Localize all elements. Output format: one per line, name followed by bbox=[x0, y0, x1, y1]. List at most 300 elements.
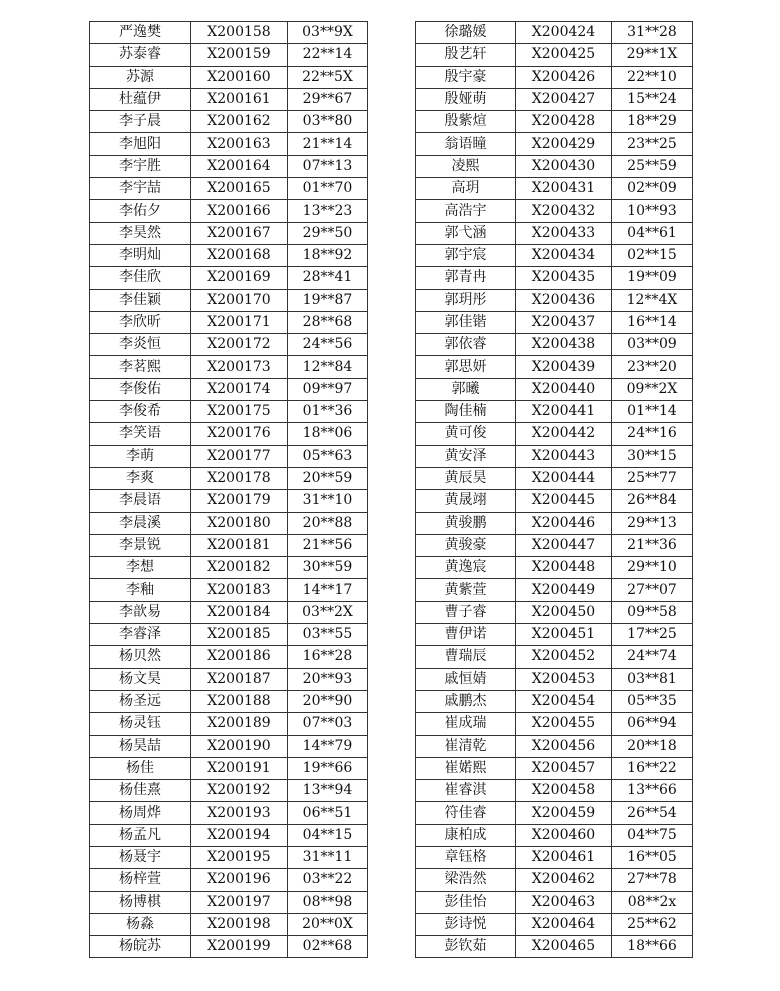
masked-code-cell: 06**94 bbox=[612, 713, 693, 735]
student-id-cell: X200169 bbox=[191, 267, 288, 289]
masked-code-cell: 08**2x bbox=[612, 891, 693, 913]
masked-code-cell: 12**4X bbox=[612, 289, 693, 311]
student-id-cell: X200162 bbox=[191, 111, 288, 133]
masked-code-cell: 23**20 bbox=[612, 356, 693, 378]
table-row bbox=[90, 178, 368, 200]
student-id-cell: X200464 bbox=[516, 913, 612, 935]
masked-code-cell: 03**81 bbox=[612, 668, 693, 690]
table-row bbox=[90, 267, 368, 289]
masked-code-cell: 10**93 bbox=[612, 200, 693, 222]
student-id-cell: X200443 bbox=[516, 445, 612, 467]
table-row bbox=[90, 668, 368, 690]
student-name-cell: 黄骏鹏 bbox=[416, 512, 516, 534]
table-row bbox=[416, 557, 693, 579]
student-name-cell: 李炎恒 bbox=[90, 334, 191, 356]
table-row bbox=[90, 66, 368, 88]
student-name-cell: 李昊然 bbox=[90, 222, 191, 244]
student-name-cell: 符佳睿 bbox=[416, 802, 516, 824]
table-row bbox=[416, 66, 693, 88]
masked-code-cell: 23**25 bbox=[612, 133, 693, 155]
table-row bbox=[416, 334, 693, 356]
masked-code-cell: 24**74 bbox=[612, 646, 693, 668]
table-row bbox=[416, 668, 693, 690]
table-row bbox=[90, 690, 368, 712]
student-name-cell: 杨佳 bbox=[90, 757, 191, 779]
student-id-cell: X200176 bbox=[191, 423, 288, 445]
student-name-cell: 郭佳锴 bbox=[416, 311, 516, 333]
student-name-cell: 高浩宇 bbox=[416, 200, 516, 222]
table-row bbox=[90, 913, 368, 935]
table-row bbox=[90, 311, 368, 333]
masked-code-cell: 25**77 bbox=[612, 467, 693, 489]
student-id-cell: X200445 bbox=[516, 490, 612, 512]
masked-code-cell: 29**13 bbox=[612, 512, 693, 534]
table-row bbox=[90, 334, 368, 356]
student-id-cell: X200449 bbox=[516, 579, 612, 601]
student-name-cell: 崔睿淇 bbox=[416, 780, 516, 802]
table-row bbox=[90, 824, 368, 846]
table-row bbox=[90, 713, 368, 735]
table-row bbox=[416, 646, 693, 668]
student-id-cell: X200197 bbox=[191, 891, 288, 913]
table-row bbox=[416, 311, 693, 333]
masked-code-cell: 21**14 bbox=[288, 133, 368, 155]
student-name-cell: 杨周烨 bbox=[90, 802, 191, 824]
masked-code-cell: 29**1X bbox=[612, 44, 693, 66]
table-row bbox=[90, 289, 368, 311]
masked-code-cell: 05**63 bbox=[288, 445, 368, 467]
masked-code-cell: 24**56 bbox=[288, 334, 368, 356]
student-name-cell: 杨圣远 bbox=[90, 690, 191, 712]
student-name-cell: 曹瑞辰 bbox=[416, 646, 516, 668]
table-row bbox=[90, 88, 368, 110]
table-row bbox=[90, 624, 368, 646]
table-row bbox=[90, 244, 368, 266]
masked-code-cell: 09**2X bbox=[612, 378, 693, 400]
student-id-cell: X200432 bbox=[516, 200, 612, 222]
student-id-cell: X200446 bbox=[516, 512, 612, 534]
table-row bbox=[90, 222, 368, 244]
student-name-cell: 戚鹏杰 bbox=[416, 690, 516, 712]
student-id-cell: X200158 bbox=[191, 22, 288, 44]
student-name-cell: 李萌 bbox=[90, 445, 191, 467]
student-name-cell: 殷紫煊 bbox=[416, 111, 516, 133]
student-name-cell: 郭曦 bbox=[416, 378, 516, 400]
student-id-cell: X200183 bbox=[191, 579, 288, 601]
student-name-cell: 郭思妍 bbox=[416, 356, 516, 378]
table-row bbox=[90, 869, 368, 891]
masked-code-cell: 04**15 bbox=[288, 824, 368, 846]
table-row bbox=[90, 534, 368, 556]
student-id-cell: X200190 bbox=[191, 735, 288, 757]
student-name-cell: 杨文昊 bbox=[90, 668, 191, 690]
masked-code-cell: 18**29 bbox=[612, 111, 693, 133]
student-id-cell: X200166 bbox=[191, 200, 288, 222]
student-id-cell: X200433 bbox=[516, 222, 612, 244]
masked-code-cell: 16**14 bbox=[612, 311, 693, 333]
student-id-cell: X200438 bbox=[516, 334, 612, 356]
student-name-cell: 高玥 bbox=[416, 178, 516, 200]
student-name-cell: 李俊佑 bbox=[90, 378, 191, 400]
masked-code-cell: 17**25 bbox=[612, 624, 693, 646]
student-name-cell: 戚恒婧 bbox=[416, 668, 516, 690]
student-name-cell: 李歆易 bbox=[90, 601, 191, 623]
masked-code-cell: 03**80 bbox=[288, 111, 368, 133]
student-name-cell: 殷娅萌 bbox=[416, 88, 516, 110]
masked-code-cell: 29**50 bbox=[288, 222, 368, 244]
student-name-cell: 李旭阳 bbox=[90, 133, 191, 155]
student-id-cell: X200191 bbox=[191, 757, 288, 779]
table-row bbox=[90, 780, 368, 802]
masked-code-cell: 24**16 bbox=[612, 423, 693, 445]
table-row bbox=[416, 624, 693, 646]
student-name-cell: 李俊希 bbox=[90, 401, 191, 423]
student-id-cell: X200180 bbox=[191, 512, 288, 534]
student-id-cell: X200194 bbox=[191, 824, 288, 846]
student-id-cell: X200195 bbox=[191, 846, 288, 868]
student-name-cell: 杜蕴伊 bbox=[90, 88, 191, 110]
masked-code-cell: 18**66 bbox=[612, 936, 693, 958]
student-name-cell: 杨贝然 bbox=[90, 646, 191, 668]
table-row bbox=[90, 445, 368, 467]
table-row bbox=[90, 44, 368, 66]
table-row bbox=[90, 891, 368, 913]
student-name-cell: 徐璐媛 bbox=[416, 22, 516, 44]
student-name-cell: 郭依睿 bbox=[416, 334, 516, 356]
student-name-cell: 李宇胜 bbox=[90, 155, 191, 177]
student-id-cell: X200175 bbox=[191, 401, 288, 423]
masked-code-cell: 28**68 bbox=[288, 311, 368, 333]
student-name-cell: 杨聂宇 bbox=[90, 846, 191, 868]
student-id-cell: X200436 bbox=[516, 289, 612, 311]
table-row bbox=[416, 757, 693, 779]
table-row bbox=[416, 244, 693, 266]
student-name-cell: 李景锐 bbox=[90, 534, 191, 556]
student-id-cell: X200173 bbox=[191, 356, 288, 378]
student-id-cell: X200462 bbox=[516, 869, 612, 891]
student-id-cell: X200439 bbox=[516, 356, 612, 378]
masked-code-cell: 31**28 bbox=[612, 22, 693, 44]
masked-code-cell: 03**09 bbox=[612, 334, 693, 356]
table-row bbox=[416, 891, 693, 913]
masked-code-cell: 29**10 bbox=[612, 557, 693, 579]
student-id-cell: X200424 bbox=[516, 22, 612, 44]
student-id-cell: X200189 bbox=[191, 713, 288, 735]
table-row bbox=[90, 757, 368, 779]
table-row bbox=[90, 490, 368, 512]
student-id-cell: X200199 bbox=[191, 936, 288, 958]
masked-code-cell: 16**05 bbox=[612, 846, 693, 868]
student-id-cell: X200448 bbox=[516, 557, 612, 579]
masked-code-cell: 02**15 bbox=[612, 244, 693, 266]
masked-code-cell: 14**79 bbox=[288, 735, 368, 757]
student-name-cell: 郭宇宸 bbox=[416, 244, 516, 266]
student-id-cell: X200181 bbox=[191, 534, 288, 556]
masked-code-cell: 13**66 bbox=[612, 780, 693, 802]
student-name-cell: 李想 bbox=[90, 557, 191, 579]
table-row bbox=[90, 601, 368, 623]
table-row bbox=[416, 88, 693, 110]
student-name-cell: 李欣昕 bbox=[90, 311, 191, 333]
table-row bbox=[90, 579, 368, 601]
masked-code-cell: 13**94 bbox=[288, 780, 368, 802]
table-row bbox=[416, 111, 693, 133]
student-id-cell: X200193 bbox=[191, 802, 288, 824]
masked-code-cell: 02**09 bbox=[612, 178, 693, 200]
table-row bbox=[90, 467, 368, 489]
masked-code-cell: 26**54 bbox=[612, 802, 693, 824]
student-id-cell: X200444 bbox=[516, 467, 612, 489]
table-row bbox=[416, 22, 693, 44]
student-name-cell: 杨梓萱 bbox=[90, 869, 191, 891]
table-row bbox=[90, 200, 368, 222]
masked-code-cell: 19**87 bbox=[288, 289, 368, 311]
table-row bbox=[416, 222, 693, 244]
student-id-cell: X200178 bbox=[191, 467, 288, 489]
masked-code-cell: 31**11 bbox=[288, 846, 368, 868]
table-row bbox=[416, 200, 693, 222]
student-name-cell: 曹子睿 bbox=[416, 601, 516, 623]
table-row bbox=[416, 445, 693, 467]
masked-code-cell: 15**24 bbox=[612, 88, 693, 110]
table-row bbox=[416, 869, 693, 891]
student-name-cell: 崔清乾 bbox=[416, 735, 516, 757]
student-id-cell: X200159 bbox=[191, 44, 288, 66]
masked-code-cell: 08**98 bbox=[288, 891, 368, 913]
masked-code-cell: 31**10 bbox=[288, 490, 368, 512]
student-name-cell: 杨淼 bbox=[90, 913, 191, 935]
masked-code-cell: 18**92 bbox=[288, 244, 368, 266]
table-row bbox=[416, 936, 693, 958]
student-id-cell: X200428 bbox=[516, 111, 612, 133]
student-id-cell: X200160 bbox=[191, 66, 288, 88]
table-row bbox=[90, 802, 368, 824]
masked-code-cell: 07**03 bbox=[288, 713, 368, 735]
student-name-cell: 杨佳熹 bbox=[90, 780, 191, 802]
student-id-cell: X200185 bbox=[191, 624, 288, 646]
masked-code-cell: 04**75 bbox=[612, 824, 693, 846]
student-id-cell: X200450 bbox=[516, 601, 612, 623]
student-id-cell: X200440 bbox=[516, 378, 612, 400]
table-row bbox=[416, 267, 693, 289]
masked-code-cell: 29**67 bbox=[288, 88, 368, 110]
masked-code-cell: 18**06 bbox=[288, 423, 368, 445]
student-name-cell: 梁浩然 bbox=[416, 869, 516, 891]
table-row bbox=[416, 802, 693, 824]
table-row bbox=[90, 133, 368, 155]
student-id-cell: X200161 bbox=[191, 88, 288, 110]
student-id-cell: X200429 bbox=[516, 133, 612, 155]
masked-code-cell: 06**51 bbox=[288, 802, 368, 824]
student-name-cell: 郭青冉 bbox=[416, 267, 516, 289]
table-row bbox=[416, 467, 693, 489]
student-name-cell: 杨博棋 bbox=[90, 891, 191, 913]
masked-code-cell: 28**41 bbox=[288, 267, 368, 289]
student-name-cell: 黄晟翊 bbox=[416, 490, 516, 512]
table-row bbox=[416, 356, 693, 378]
student-name-cell: 李佳颖 bbox=[90, 289, 191, 311]
student-id-cell: X200460 bbox=[516, 824, 612, 846]
table-row bbox=[90, 22, 368, 44]
student-name-cell: 黄安泽 bbox=[416, 445, 516, 467]
student-name-cell: 李釉 bbox=[90, 579, 191, 601]
masked-code-cell: 25**62 bbox=[612, 913, 693, 935]
student-name-cell: 康柏成 bbox=[416, 824, 516, 846]
student-id-cell: X200182 bbox=[191, 557, 288, 579]
student-id-cell: X200457 bbox=[516, 757, 612, 779]
masked-code-cell: 01**36 bbox=[288, 401, 368, 423]
student-id-cell: X200465 bbox=[516, 936, 612, 958]
table-row bbox=[416, 735, 693, 757]
masked-code-cell: 27**07 bbox=[612, 579, 693, 601]
masked-code-cell: 07**13 bbox=[288, 155, 368, 177]
masked-code-cell: 21**56 bbox=[288, 534, 368, 556]
table-row bbox=[90, 378, 368, 400]
masked-code-cell: 03**9X bbox=[288, 22, 368, 44]
student-name-cell: 殷艺轩 bbox=[416, 44, 516, 66]
table-row bbox=[416, 423, 693, 445]
student-id-cell: X200168 bbox=[191, 244, 288, 266]
table-row bbox=[416, 824, 693, 846]
student-id-cell: X200431 bbox=[516, 178, 612, 200]
student-name-cell: 凌熙 bbox=[416, 155, 516, 177]
table-row bbox=[416, 512, 693, 534]
student-id-cell: X200174 bbox=[191, 378, 288, 400]
student-name-cell: 崔婼熙 bbox=[416, 757, 516, 779]
masked-code-cell: 25**59 bbox=[612, 155, 693, 177]
student-name-cell: 陶佳楠 bbox=[416, 401, 516, 423]
student-name-cell: 殷宇豪 bbox=[416, 66, 516, 88]
table-row bbox=[416, 178, 693, 200]
masked-code-cell: 22**10 bbox=[612, 66, 693, 88]
student-name-cell: 彭佳怡 bbox=[416, 891, 516, 913]
table-row bbox=[416, 534, 693, 556]
masked-code-cell: 03**22 bbox=[288, 869, 368, 891]
student-name-cell: 彭钦茹 bbox=[416, 936, 516, 958]
student-name-cell: 郭弋涵 bbox=[416, 222, 516, 244]
table-row bbox=[90, 512, 368, 534]
masked-code-cell: 30**59 bbox=[288, 557, 368, 579]
student-id-cell: X200459 bbox=[516, 802, 612, 824]
student-name-cell: 李爽 bbox=[90, 467, 191, 489]
masked-code-cell: 16**22 bbox=[612, 757, 693, 779]
masked-code-cell: 12**84 bbox=[288, 356, 368, 378]
student-id-cell: X200172 bbox=[191, 334, 288, 356]
masked-code-cell: 20**0X bbox=[288, 913, 368, 935]
student-id-cell: X200167 bbox=[191, 222, 288, 244]
masked-code-cell: 26**84 bbox=[612, 490, 693, 512]
masked-code-cell: 20**59 bbox=[288, 467, 368, 489]
table-row bbox=[90, 646, 368, 668]
masked-code-cell: 03**55 bbox=[288, 624, 368, 646]
student-id-cell: X200454 bbox=[516, 690, 612, 712]
student-id-cell: X200447 bbox=[516, 534, 612, 556]
student-id-cell: X200434 bbox=[516, 244, 612, 266]
student-name-cell: 曹伊诺 bbox=[416, 624, 516, 646]
student-id-cell: X200192 bbox=[191, 780, 288, 802]
student-id-cell: X200163 bbox=[191, 133, 288, 155]
student-id-cell: X200188 bbox=[191, 690, 288, 712]
student-name-cell: 李茗熙 bbox=[90, 356, 191, 378]
student-id-cell: X200164 bbox=[191, 155, 288, 177]
table-row bbox=[416, 289, 693, 311]
table-row bbox=[90, 111, 368, 133]
student-name-cell: 李睿泽 bbox=[90, 624, 191, 646]
masked-code-cell: 21**36 bbox=[612, 534, 693, 556]
table-row bbox=[90, 735, 368, 757]
table-row bbox=[90, 401, 368, 423]
table-row bbox=[416, 579, 693, 601]
table-row bbox=[90, 557, 368, 579]
student-id-cell: X200441 bbox=[516, 401, 612, 423]
student-name-cell: 崔成瑞 bbox=[416, 713, 516, 735]
roster-table-left bbox=[89, 21, 368, 958]
table-row bbox=[90, 846, 368, 868]
student-id-cell: X200461 bbox=[516, 846, 612, 868]
masked-code-cell: 02**68 bbox=[288, 936, 368, 958]
masked-code-cell: 20**93 bbox=[288, 668, 368, 690]
student-id-cell: X200426 bbox=[516, 66, 612, 88]
masked-code-cell: 01**70 bbox=[288, 178, 368, 200]
student-name-cell: 严逸樊 bbox=[90, 22, 191, 44]
table-row bbox=[416, 913, 693, 935]
student-id-cell: X200435 bbox=[516, 267, 612, 289]
table-row bbox=[416, 780, 693, 802]
table-row bbox=[90, 936, 368, 958]
student-id-cell: X200427 bbox=[516, 88, 612, 110]
masked-code-cell: 05**35 bbox=[612, 690, 693, 712]
student-id-cell: X200453 bbox=[516, 668, 612, 690]
table-row bbox=[416, 690, 693, 712]
student-name-cell: 李佳欣 bbox=[90, 267, 191, 289]
masked-code-cell: 09**58 bbox=[612, 601, 693, 623]
student-id-cell: X200452 bbox=[516, 646, 612, 668]
masked-code-cell: 16**28 bbox=[288, 646, 368, 668]
student-id-cell: X200179 bbox=[191, 490, 288, 512]
student-name-cell: 杨灵钰 bbox=[90, 713, 191, 735]
student-id-cell: X200430 bbox=[516, 155, 612, 177]
student-name-cell: 黄紫萱 bbox=[416, 579, 516, 601]
table-row bbox=[416, 401, 693, 423]
student-id-cell: X200165 bbox=[191, 178, 288, 200]
student-id-cell: X200425 bbox=[516, 44, 612, 66]
table-row bbox=[90, 356, 368, 378]
student-id-cell: X200463 bbox=[516, 891, 612, 913]
table-row bbox=[416, 44, 693, 66]
student-id-cell: X200196 bbox=[191, 869, 288, 891]
student-name-cell: 李子晨 bbox=[90, 111, 191, 133]
masked-code-cell: 03**2X bbox=[288, 601, 368, 623]
student-id-cell: X200177 bbox=[191, 445, 288, 467]
student-id-cell: X200458 bbox=[516, 780, 612, 802]
student-name-cell: 李晨语 bbox=[90, 490, 191, 512]
student-name-cell: 杨孟凡 bbox=[90, 824, 191, 846]
masked-code-cell: 04**61 bbox=[612, 222, 693, 244]
roster-table-right bbox=[415, 21, 693, 958]
student-id-cell: X200442 bbox=[516, 423, 612, 445]
table-row bbox=[416, 378, 693, 400]
student-id-cell: X200184 bbox=[191, 601, 288, 623]
table-row bbox=[416, 601, 693, 623]
student-id-cell: X200437 bbox=[516, 311, 612, 333]
student-name-cell: 苏源 bbox=[90, 66, 191, 88]
student-name-cell: 彭诗悦 bbox=[416, 913, 516, 935]
masked-code-cell: 20**90 bbox=[288, 690, 368, 712]
masked-code-cell: 13**23 bbox=[288, 200, 368, 222]
masked-code-cell: 19**66 bbox=[288, 757, 368, 779]
masked-code-cell: 14**17 bbox=[288, 579, 368, 601]
student-name-cell: 章钰格 bbox=[416, 846, 516, 868]
